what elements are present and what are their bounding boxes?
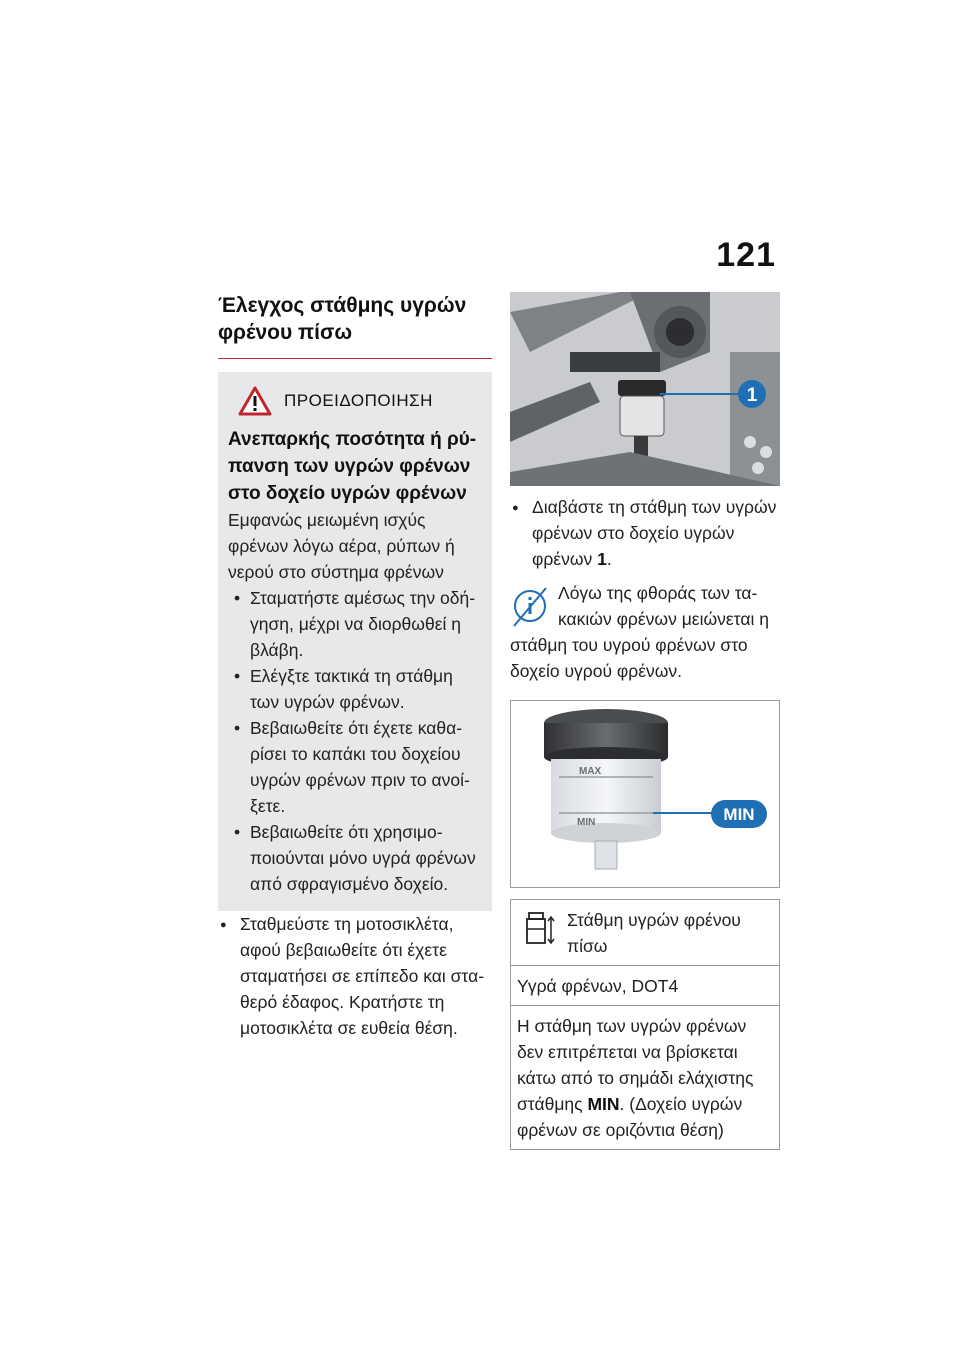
info-note — [510, 580, 780, 632]
note-continued: στάθμη του υγρού φρένων στο δοχείο υγρού φρένων. — [510, 635, 748, 681]
warning-list — [228, 585, 480, 897]
note-first-lines: Λόγω της φθοράς των τα-κακιών φρένων μειώνεται η — [558, 583, 769, 629]
table-row — [511, 900, 780, 966]
max-label: MAX — [579, 766, 602, 777]
read-step-end: . — [606, 549, 612, 569]
list-item — [510, 494, 780, 572]
photo-callout-label: 1 — [746, 385, 758, 406]
list-item: • Ελέγξτε τακτικά τη στάθμη των υγρών φρένων. — [228, 663, 480, 715]
warning-title: Ανεπαρκής ποσότητα ή ρύ-πανση των υγρών φρένων στο δοχείο υγρών φρένων — [228, 429, 477, 504]
info-icon — [510, 584, 550, 628]
list-item: ● Σταθμεύστε τη μοτοσικλέτα, αφού βεβαιωθείτε ότι έχετε σταματήσει σε επίπεδο και στα-θερό έδαφος. Κρατήστε τη μοτοσικλέτα σε ευθεία θέση. — [218, 911, 492, 1041]
steps-list — [218, 911, 492, 1041]
warning-description: Εμφανώς μειωμένη ισχύς φρένων λόγω αέρα, ρύπων ή νερού στο σύστημα φρένων — [228, 510, 455, 582]
spec-desc-after: . (Δοχείο υγρών φρένων σε οριζόντια θέση) — [517, 1094, 743, 1140]
page-number: 121 — [716, 236, 776, 274]
spec-desc-strong: MIN — [587, 1094, 620, 1114]
read-step-list — [510, 494, 780, 572]
warning-header — [228, 386, 480, 416]
spec-header — [517, 907, 771, 959]
photo-illustration — [510, 292, 780, 486]
list-item: • Σταματήστε αμέσως την οδή-γηση, μέχρι να διορθωθεί η βλάβη. — [228, 585, 480, 663]
spec-title-cell — [511, 900, 780, 966]
right-column — [510, 292, 780, 1150]
table-row — [511, 1006, 780, 1150]
read-step-ref: 1 — [597, 549, 607, 569]
min-badge: MIN — [723, 805, 755, 824]
left-column — [218, 292, 492, 1041]
list-item: • Βεβαιωθείτε ότι έχετε καθα-ρίσει το καπάκι του δοχείου υγρών φρένων πριν το ανοί-ξετε. — [228, 715, 480, 819]
spec-table — [510, 899, 780, 1150]
spec-desc-before: Η στάθμη των υγρών φρένων δεν επιτρέπεται να βρίσκεται κάτω από το σημάδι ελάχιστης στάθμης — [517, 1016, 754, 1114]
spec-title: Στάθμη υγρών φρένου πίσω — [567, 910, 741, 956]
warning-triangle-icon — [238, 386, 272, 416]
warning-box — [218, 372, 492, 911]
min-label: MIN — [577, 817, 596, 828]
list-item: • Βεβαιωθείτε ότι χρησιμο-ποιούνται μόνο υγρά φρένων από σφραγισμένο δοχείο. — [228, 819, 480, 897]
spec-fluid: Υγρά φρένων, DOT4 — [511, 966, 780, 1006]
spec-description — [511, 1006, 780, 1150]
section-title: Έλεγχος στάθμης υγρών φρένου πίσω — [218, 292, 492, 359]
read-step-text: Διαβάστε τη στάθμη των υγρών φρένων στο δοχείο υγρών φρένων — [532, 497, 777, 569]
brake-reservoir-photo — [510, 292, 780, 486]
fluid-level-icon — [517, 907, 557, 951]
reservoir-drawing — [511, 701, 779, 887]
warning-label: ΠΡΟΕΙΔΟΠΟΙΗΣΗ — [284, 391, 433, 410]
reservoir-level-diagram — [510, 700, 780, 888]
table-row — [511, 966, 780, 1006]
